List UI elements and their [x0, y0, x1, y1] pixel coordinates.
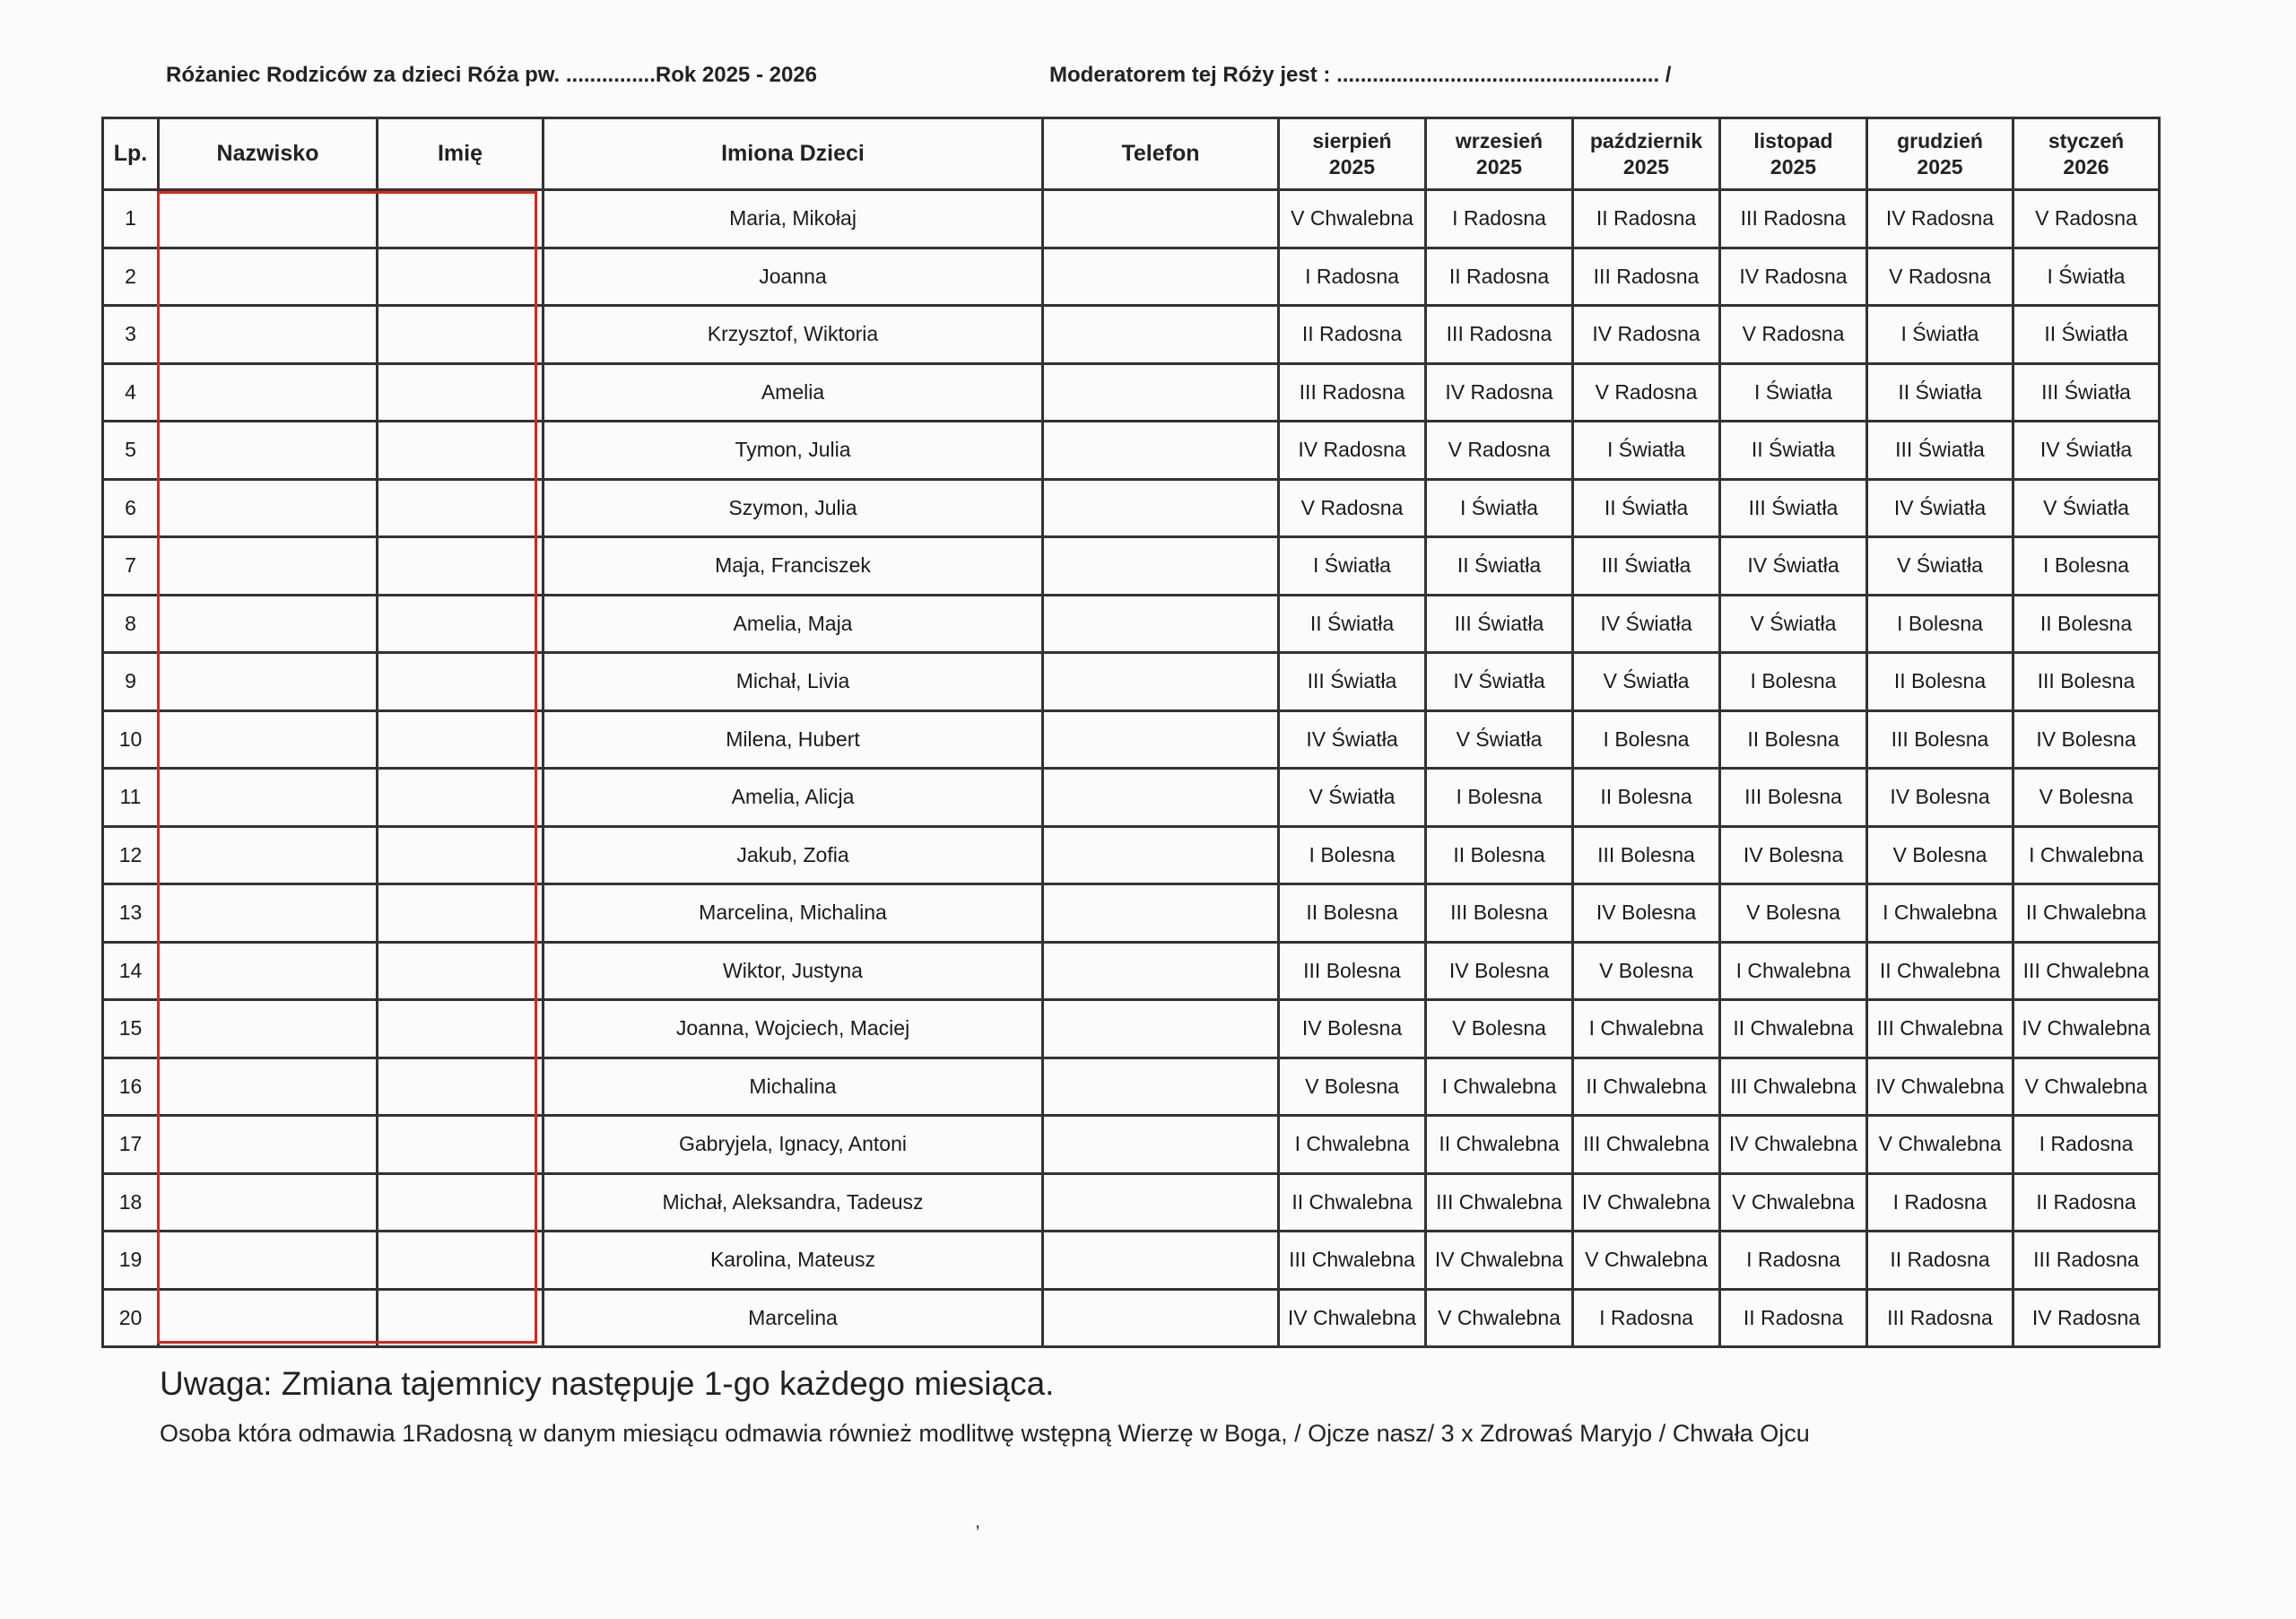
month-year: 2025: [1622, 154, 1670, 178]
table-row: [103, 1232, 2160, 1290]
nazwisko-cell[interactable]: [159, 1232, 378, 1290]
telefon-cell[interactable]: [1043, 1232, 1279, 1290]
imie-cell[interactable]: [378, 422, 544, 480]
mystery-cell: IV Bolesna: [1867, 769, 2013, 827]
imie-cell[interactable]: [378, 1058, 544, 1116]
mystery-cell: II Bolesna: [1573, 769, 1720, 827]
kids-names-cell: Gabryjela, Ignacy, Antoni: [544, 1116, 1043, 1174]
mystery-cell: II Chwalebna: [1720, 1000, 1867, 1058]
imie-cell[interactable]: [378, 653, 544, 711]
mystery-cell: I Chwalebna: [1573, 1000, 1720, 1058]
mystery-cell: III Bolesna: [1720, 769, 1867, 827]
mystery-cell: III Radosna: [1867, 1289, 2013, 1347]
telefon-cell[interactable]: [1043, 1116, 1279, 1174]
kids-names-cell: Amelia: [544, 363, 1043, 422]
col-month: [1426, 118, 1573, 190]
mystery-cell: III Chwalebna: [1573, 1116, 1720, 1174]
mystery-cell: IV Radosna: [1573, 306, 1720, 364]
mystery-cell: I Bolesna: [1867, 595, 2013, 653]
mystery-cell: V Światła: [2013, 479, 2160, 537]
mystery-cell: I Bolesna: [1426, 769, 1573, 827]
table-row: [103, 769, 2160, 827]
mystery-cell: V Światła: [1720, 595, 1867, 653]
telefon-cell[interactable]: [1043, 1173, 1279, 1232]
mystery-cell: V Chwalebna: [1720, 1173, 1867, 1232]
nazwisko-cell[interactable]: [159, 942, 378, 1000]
nazwisko-cell[interactable]: [159, 710, 378, 769]
col-nazwisko: Nazwisko: [159, 118, 378, 190]
telefon-cell[interactable]: [1043, 826, 1279, 884]
row-number: 5: [103, 422, 159, 480]
nazwisko-cell[interactable]: [159, 653, 378, 711]
telefon-cell[interactable]: [1043, 710, 1279, 769]
mystery-cell: IV Bolesna: [1573, 884, 1720, 943]
telefon-cell[interactable]: [1043, 248, 1279, 306]
month-year: 2025: [1917, 154, 1963, 178]
nazwisko-cell[interactable]: [159, 248, 378, 306]
imie-cell[interactable]: [378, 248, 544, 306]
month-name: październik: [1589, 128, 1703, 152]
mystery-cell: V Światła: [1279, 769, 1426, 827]
month-name: listopad: [1753, 128, 1833, 152]
mystery-cell: IV Światła: [1426, 653, 1573, 711]
month-year: 2025: [1328, 154, 1376, 178]
mystery-cell: V Chwalebna: [2013, 1058, 2160, 1116]
nazwisko-cell[interactable]: [159, 479, 378, 537]
row-number: 17: [103, 1116, 159, 1174]
nazwisko-cell[interactable]: [159, 1000, 378, 1058]
moderator-line: Moderatorem tej Róży jest : ...................................................... /: [1049, 63, 1672, 87]
mystery-cell: I Chwalebna: [2013, 826, 2160, 884]
mystery-cell: V Radosna: [1426, 422, 1573, 480]
mystery-cell: III Chwalebna: [1279, 1232, 1426, 1290]
table-row: [103, 826, 2160, 884]
table-row: [103, 422, 2160, 480]
mystery-cell: IV Bolesna: [1279, 1000, 1426, 1058]
row-number: 13: [103, 884, 159, 943]
table-row: [103, 653, 2160, 711]
row-number: 8: [103, 595, 159, 653]
nazwisko-cell[interactable]: [159, 306, 378, 364]
imie-cell[interactable]: [378, 1232, 544, 1290]
nazwisko-cell[interactable]: [159, 595, 378, 653]
mystery-cell: I Chwalebna: [1720, 942, 1867, 1000]
mystery-cell: IV Bolesna: [1720, 826, 1867, 884]
mystery-cell: IV Chwalebna: [2013, 1000, 2160, 1058]
nazwisko-cell[interactable]: [159, 1058, 378, 1116]
row-number: 16: [103, 1058, 159, 1116]
mystery-cell: V Radosna: [1720, 306, 1867, 364]
telefon-cell[interactable]: [1043, 306, 1279, 364]
mystery-cell: II Bolesna: [1867, 653, 2013, 711]
mystery-cell: I Radosna: [1573, 1289, 1720, 1347]
kids-names-cell: Krzysztof, Wiktoria: [544, 306, 1043, 364]
imie-cell[interactable]: [378, 1000, 544, 1058]
kids-names-cell: Marcelina, Michalina: [544, 884, 1043, 943]
kids-names-cell: Amelia, Alicja: [544, 769, 1043, 827]
col-month: [1279, 118, 1426, 190]
month-year: 2025: [1475, 154, 1523, 178]
imie-cell[interactable]: [378, 1289, 544, 1347]
kids-names-cell: Marcelina: [544, 1289, 1043, 1347]
table-row: [103, 710, 2160, 769]
mystery-cell: IV Chwalebna: [1867, 1058, 2013, 1116]
mystery-cell: III Radosna: [1573, 248, 1720, 306]
mystery-cell: V Chwalebna: [1426, 1289, 1573, 1347]
row-number: 19: [103, 1232, 159, 1290]
mystery-cell: V Światła: [1867, 537, 2013, 596]
mystery-cell: II Chwalebna: [1573, 1058, 1720, 1116]
kids-names-cell: Michał, Livia: [544, 653, 1043, 711]
mystery-cell: III Światła: [2013, 363, 2160, 422]
col-lp: Lp.: [103, 118, 159, 190]
document-title: Różaniec Rodziców za dzieci Róża pw. ...............Rok 2025 - 2026: [166, 63, 817, 87]
telefon-cell[interactable]: [1043, 422, 1279, 480]
mystery-cell: V Radosna: [2013, 190, 2160, 248]
mystery-cell: V Radosna: [1279, 479, 1426, 537]
mystery-cell: III Bolesna: [1279, 942, 1426, 1000]
nazwisko-cell[interactable]: [159, 826, 378, 884]
table-row: [103, 537, 2160, 596]
row-number: 4: [103, 363, 159, 422]
row-number: 14: [103, 942, 159, 1000]
telefon-cell[interactable]: [1043, 363, 1279, 422]
imie-cell[interactable]: [378, 942, 544, 1000]
mystery-cell: I Bolesna: [1573, 710, 1720, 769]
month-year: 2025: [1770, 154, 1817, 178]
mystery-cell: IV Światła: [1720, 537, 1867, 596]
table-row: [103, 1289, 2160, 1347]
telefon-cell[interactable]: [1043, 537, 1279, 596]
month-year: 2026: [2063, 154, 2109, 178]
mystery-cell: I Chwalebna: [1279, 1116, 1426, 1174]
mystery-cell: IV Radosna: [2013, 1289, 2160, 1347]
mystery-cell: I Bolesna: [2013, 537, 2160, 596]
mystery-cell: IV Radosna: [1426, 363, 1573, 422]
mystery-cell: IV Światła: [2013, 422, 2160, 480]
table-row: [103, 306, 2160, 364]
row-number: 9: [103, 653, 159, 711]
table-row: [103, 1173, 2160, 1232]
mystery-cell: V Światła: [1426, 710, 1573, 769]
mystery-cell: II Radosna: [1279, 306, 1426, 364]
note-osoba: Osoba która odmawia 1Radosną w danym miesiącu odmawia również modlitwę wstępną Wierzę w Boga, / Ojcze nasz/ 3 x Zdrowaś Maryjo / Chwała Ojcu: [160, 1420, 1810, 1447]
col-month: [1720, 118, 1867, 190]
mystery-cell: III Bolesna: [1573, 826, 1720, 884]
nazwisko-cell[interactable]: [159, 1289, 378, 1347]
mystery-cell: II Radosna: [1573, 190, 1720, 248]
table-row: [103, 884, 2160, 943]
mystery-cell: III Światła: [1279, 653, 1426, 711]
telefon-cell[interactable]: [1043, 884, 1279, 943]
imie-cell[interactable]: [378, 306, 544, 364]
mystery-cell: V Bolesna: [1720, 884, 1867, 943]
table-row: [103, 595, 2160, 653]
col-month: [1573, 118, 1720, 190]
mystery-cell: III Bolesna: [2013, 653, 2160, 711]
mystery-cell: V Radosna: [1867, 248, 2013, 306]
mystery-cell: III Światła: [1867, 422, 2013, 480]
mystery-cell: I Światła: [1279, 537, 1426, 596]
mystery-cell: V Chwalebna: [1573, 1232, 1720, 1290]
imie-cell[interactable]: [378, 826, 544, 884]
kids-names-cell: Amelia, Maja: [544, 595, 1043, 653]
kids-names-cell: Michalina: [544, 1058, 1043, 1116]
mystery-cell: III Chwalebna: [2013, 942, 2160, 1000]
telefon-cell[interactable]: [1043, 595, 1279, 653]
telefon-cell[interactable]: [1043, 1058, 1279, 1116]
row-number: 20: [103, 1289, 159, 1347]
mystery-cell: III Chwalebna: [1720, 1058, 1867, 1116]
nazwisko-cell[interactable]: [159, 422, 378, 480]
nazwisko-cell[interactable]: [159, 363, 378, 422]
month-name: styczeń: [2048, 128, 2125, 152]
mystery-cell: II Chwalebna: [1279, 1173, 1426, 1232]
month-name: wrzesień: [1455, 128, 1544, 152]
mystery-cell: III Radosna: [1279, 363, 1426, 422]
mystery-cell: III Radosna: [1720, 190, 1867, 248]
mystery-cell: I Radosna: [1720, 1232, 1867, 1290]
stray-mark: ,: [975, 1510, 981, 1532]
col-imie: Imię: [378, 118, 544, 190]
mystery-cell: V Chwalebna: [1867, 1116, 2013, 1174]
mystery-cell: II Radosna: [1426, 248, 1573, 306]
mystery-cell: I Chwalebna: [1426, 1058, 1573, 1116]
telefon-cell[interactable]: [1043, 1000, 1279, 1058]
telefon-cell[interactable]: [1043, 1289, 1279, 1347]
row-number: 6: [103, 479, 159, 537]
nazwisko-cell[interactable]: [159, 884, 378, 943]
kids-names-cell: Szymon, Julia: [544, 479, 1043, 537]
mystery-cell: V Radosna: [1573, 363, 1720, 422]
table-row: [103, 248, 2160, 306]
col-month: [1867, 118, 2013, 190]
mystery-cell: V Bolesna: [1426, 1000, 1573, 1058]
kids-names-cell: Joanna, Wojciech, Maciej: [544, 1000, 1043, 1058]
mystery-cell: IV Bolesna: [2013, 710, 2160, 769]
kids-names-cell: Maria, Mikołaj: [544, 190, 1043, 248]
mystery-cell: III Bolesna: [1426, 884, 1573, 943]
row-number: 12: [103, 826, 159, 884]
mystery-cell: II Światła: [1426, 537, 1573, 596]
table-row: [103, 479, 2160, 537]
mystery-cell: IV Bolesna: [1426, 942, 1573, 1000]
mystery-cell: V Światła: [1573, 653, 1720, 711]
imie-cell[interactable]: [378, 595, 544, 653]
mystery-cell: II Światła: [2013, 306, 2160, 364]
mystery-cell: II Radosna: [1867, 1232, 2013, 1290]
imie-cell[interactable]: [378, 479, 544, 537]
mystery-cell: II Światła: [1573, 479, 1720, 537]
mystery-cell: V Bolesna: [2013, 769, 2160, 827]
kids-names-cell: Jakub, Zofia: [544, 826, 1043, 884]
mystery-cell: III Światła: [1720, 479, 1867, 537]
mystery-cell: III Radosna: [2013, 1232, 2160, 1290]
imie-cell[interactable]: [378, 1116, 544, 1174]
mystery-cell: III Światła: [1573, 537, 1720, 596]
mystery-cell: III Chwalebna: [1426, 1173, 1573, 1232]
table-row: [103, 942, 2160, 1000]
imie-cell[interactable]: [378, 769, 544, 827]
imie-cell[interactable]: [378, 363, 544, 422]
mystery-cell: IV Światła: [1573, 595, 1720, 653]
kids-names-cell: Wiktor, Justyna: [544, 942, 1043, 1000]
mystery-cell: II Bolesna: [1426, 826, 1573, 884]
mystery-cell: I Bolesna: [1720, 653, 1867, 711]
month-name: grudzień: [1897, 128, 1983, 152]
mystery-cell: II Chwalebna: [1867, 942, 2013, 1000]
header-row: [103, 118, 2160, 190]
mystery-cell: IV Radosna: [1867, 190, 2013, 248]
row-number: 7: [103, 537, 159, 596]
table-row: [103, 1116, 2160, 1174]
mystery-cell: III Bolesna: [1867, 710, 2013, 769]
nazwisko-cell[interactable]: [159, 537, 378, 596]
mystery-cell: IV Radosna: [1279, 422, 1426, 480]
imie-cell[interactable]: [378, 190, 544, 248]
row-number: 15: [103, 1000, 159, 1058]
mystery-cell: II Światła: [1279, 595, 1426, 653]
mystery-cell: II Bolesna: [1720, 710, 1867, 769]
month-name: sierpień: [1312, 128, 1392, 152]
kids-names-cell: Michał, Aleksandra, Tadeusz: [544, 1173, 1043, 1232]
mystery-cell: II Radosna: [1720, 1289, 1867, 1347]
mystery-cell: I Światła: [1426, 479, 1573, 537]
mystery-cell: V Bolesna: [1279, 1058, 1426, 1116]
mystery-cell: IV Chwalebna: [1279, 1289, 1426, 1347]
nazwisko-cell[interactable]: [159, 190, 378, 248]
mystery-cell: I Światła: [1573, 422, 1720, 480]
kids-names-cell: Karolina, Mateusz: [544, 1232, 1043, 1290]
table-row: [103, 363, 2160, 422]
nazwisko-cell[interactable]: [159, 1173, 378, 1232]
row-number: 10: [103, 710, 159, 769]
mystery-cell: V Bolesna: [1573, 942, 1720, 1000]
mystery-cell: II Radosna: [2013, 1173, 2160, 1232]
telefon-cell[interactable]: [1043, 769, 1279, 827]
mystery-cell: I Światła: [2013, 248, 2160, 306]
rosary-schedule-table: [101, 117, 2161, 1348]
mystery-cell: V Chwalebna: [1279, 190, 1426, 248]
mystery-cell: I Radosna: [1426, 190, 1573, 248]
mystery-cell: II Światła: [1867, 363, 2013, 422]
col-imiona-dzieci: Imiona Dzieci: [544, 118, 1043, 190]
imie-cell[interactable]: [378, 537, 544, 596]
mystery-cell: V Bolesna: [1867, 826, 2013, 884]
telefon-cell[interactable]: [1043, 942, 1279, 1000]
mystery-cell: IV Chwalebna: [1426, 1232, 1573, 1290]
mystery-cell: I Radosna: [1867, 1173, 2013, 1232]
imie-cell[interactable]: [378, 710, 544, 769]
row-number: 1: [103, 190, 159, 248]
col-month: [2013, 118, 2160, 190]
mystery-cell: II Bolesna: [2013, 595, 2160, 653]
imie-cell[interactable]: [378, 1173, 544, 1232]
mystery-cell: II Bolesna: [1279, 884, 1426, 943]
nazwisko-cell[interactable]: [159, 1116, 378, 1174]
note-uwaga: Uwaga: Zmiana tajemnicy następuje 1-go każdego miesiąca.: [160, 1365, 1055, 1402]
table-row: [103, 190, 2160, 248]
mystery-cell: II Światła: [1720, 422, 1867, 480]
mystery-cell: II Chwalebna: [2013, 884, 2160, 943]
mystery-cell: II Chwalebna: [1426, 1116, 1573, 1174]
nazwisko-cell[interactable]: [159, 769, 378, 827]
table-body: [103, 190, 2160, 1347]
kids-names-cell: Maja, Franciszek: [544, 537, 1043, 596]
mystery-cell: IV Chwalebna: [1573, 1173, 1720, 1232]
row-number: 3: [103, 306, 159, 364]
kids-names-cell: Tymon, Julia: [544, 422, 1043, 480]
table-row: [103, 1000, 2160, 1058]
mystery-cell: IV Światła: [1867, 479, 2013, 537]
telefon-cell[interactable]: [1043, 479, 1279, 537]
mystery-cell: IV Światła: [1279, 710, 1426, 769]
table-row: [103, 1058, 2160, 1116]
mystery-cell: I Światła: [1867, 306, 2013, 364]
mystery-cell: III Światła: [1426, 595, 1573, 653]
col-telefon: Telefon: [1043, 118, 1279, 190]
mystery-cell: IV Chwalebna: [1720, 1116, 1867, 1174]
kids-names-cell: Milena, Hubert: [544, 710, 1043, 769]
mystery-cell: III Radosna: [1426, 306, 1573, 364]
mystery-cell: III Chwalebna: [1867, 1000, 2013, 1058]
mystery-cell: I Bolesna: [1279, 826, 1426, 884]
imie-cell[interactable]: [378, 884, 544, 943]
mystery-cell: IV Radosna: [1720, 248, 1867, 306]
telefon-cell[interactable]: [1043, 190, 1279, 248]
mystery-cell: I Światła: [1720, 363, 1867, 422]
row-number: 11: [103, 769, 159, 827]
mystery-cell: I Radosna: [1279, 248, 1426, 306]
telefon-cell[interactable]: [1043, 653, 1279, 711]
mystery-cell: I Radosna: [2013, 1116, 2160, 1174]
row-number: 18: [103, 1173, 159, 1232]
mystery-cell: I Chwalebna: [1867, 884, 2013, 943]
kids-names-cell: Joanna: [544, 248, 1043, 306]
row-number: 2: [103, 248, 159, 306]
